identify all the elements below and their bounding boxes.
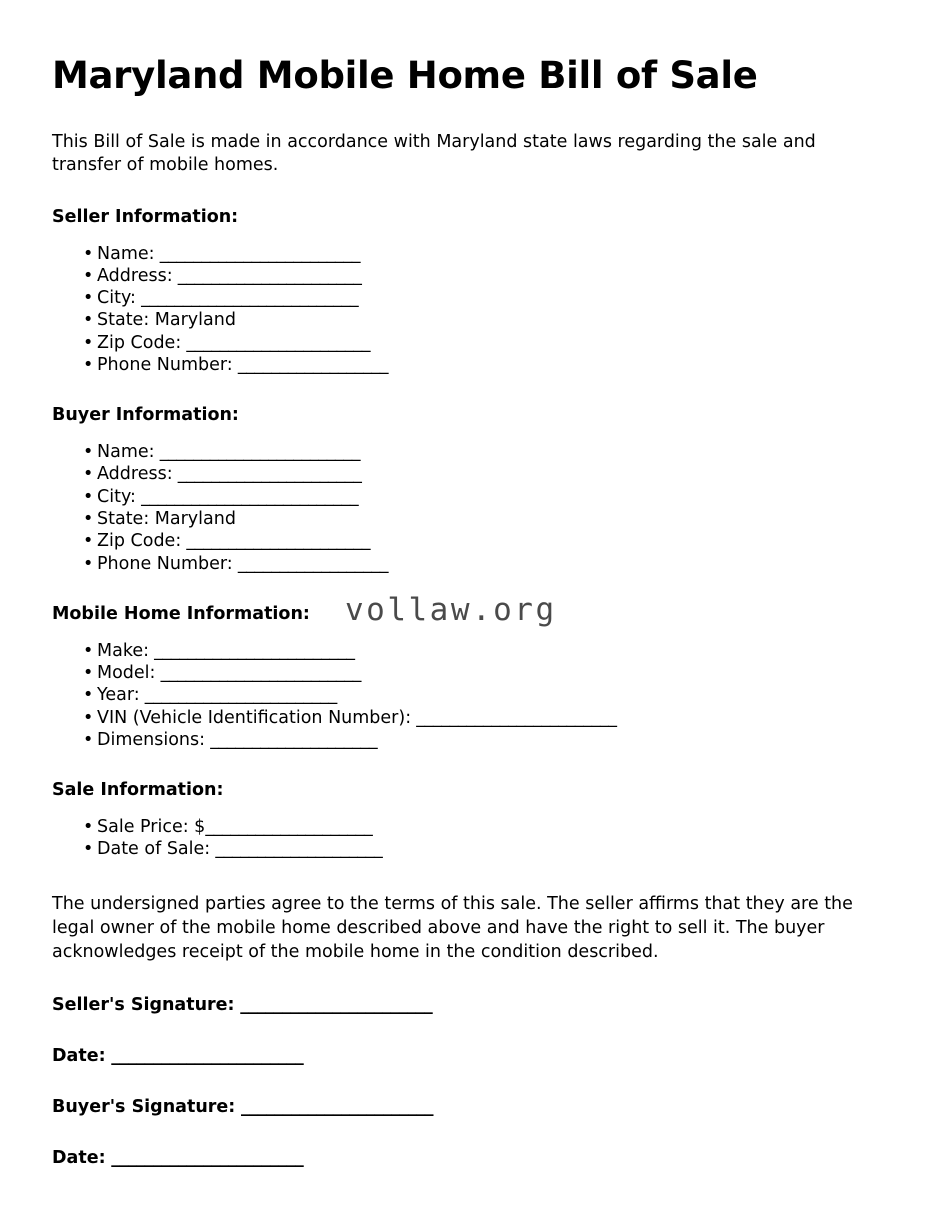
- page-title: Maryland Mobile Home Bill of Sale: [52, 54, 758, 97]
- field-blank[interactable]: ______________________: [172, 265, 362, 286]
- field-blank[interactable]: ________________________: [149, 640, 355, 661]
- buyer-information-heading: Buyer Information:: [52, 405, 239, 426]
- signature-label: Buyer's Signature:: [52, 1096, 236, 1117]
- field-blank[interactable]: __________________________: [135, 486, 359, 507]
- signature-block: [52, 994, 891, 1169]
- field-label: Address:: [97, 265, 173, 286]
- field-label: Dimensions:: [97, 729, 206, 750]
- seller-information-heading: Seller Information:: [52, 206, 239, 227]
- signature-blank[interactable]: _______________________: [105, 1046, 304, 1067]
- list-item: [52, 287, 891, 309]
- closing-paragraph: The undersigned parties agree to the terms of this sale. The seller affirms that they are the legal owner of the mobile home described above and have the right to sell it. The buyer acknowledges receipt of the mobile home in the condition described.: [52, 894, 853, 962]
- field-blank[interactable]: ________________________: [154, 442, 361, 463]
- field-label: State: Maryland: [97, 310, 236, 331]
- buyer-signature-line: [52, 1096, 891, 1119]
- field-blank[interactable]: ____________________: [205, 816, 373, 837]
- watermark: vollaw.org: [345, 592, 557, 628]
- field-label: Sale Price: $: [97, 816, 206, 837]
- field-blank[interactable]: __________________: [232, 355, 389, 376]
- signature-blank[interactable]: _______________________: [234, 995, 433, 1016]
- mobile-home-information-heading: Mobile Home Information:: [52, 603, 310, 624]
- field-label: Date of Sale:: [97, 839, 211, 860]
- list-item: [52, 243, 891, 265]
- list-item: [52, 265, 891, 287]
- list-item: [52, 441, 891, 463]
- signature-label: Date:: [52, 1147, 106, 1168]
- list-item: [52, 553, 891, 575]
- buyer-date-line: [52, 1147, 891, 1170]
- field-blank[interactable]: ____________________: [205, 729, 378, 750]
- field-label: VIN (Vehicle Identification Number):: [97, 707, 412, 728]
- signature-blank[interactable]: _______________________: [105, 1147, 304, 1168]
- field-label: Zip Code:: [97, 332, 182, 353]
- field-blank[interactable]: _______________________: [139, 685, 337, 706]
- list-item: [52, 662, 891, 684]
- field-label: City:: [97, 486, 136, 507]
- list-item: [52, 530, 891, 552]
- list-item: [52, 508, 891, 530]
- field-blank[interactable]: ______________________: [181, 332, 371, 353]
- field-blank[interactable]: ________________________: [411, 707, 617, 728]
- field-blank[interactable]: ____________________: [210, 839, 383, 860]
- field-blank[interactable]: __________________________: [135, 288, 359, 309]
- signature-label: Date:: [52, 1046, 106, 1067]
- field-label: Zip Code:: [97, 531, 182, 552]
- list-item: [52, 640, 891, 662]
- field-label: Phone Number:: [97, 553, 233, 574]
- buyer-information-list: [52, 441, 891, 575]
- list-item: [52, 486, 891, 508]
- list-item: [52, 707, 891, 729]
- list-item: [52, 463, 891, 485]
- seller-signature-line: [52, 994, 891, 1017]
- signature-label: Seller's Signature:: [52, 995, 235, 1016]
- list-item: [52, 309, 891, 331]
- list-item: [52, 838, 891, 860]
- field-label: Phone Number:: [97, 355, 233, 376]
- field-label: Model:: [97, 662, 156, 683]
- field-label: Name:: [97, 442, 155, 463]
- field-label: Make:: [97, 640, 149, 661]
- seller-date-line: [52, 1045, 891, 1068]
- field-label: State: Maryland: [97, 508, 236, 529]
- list-item: [52, 729, 891, 751]
- field-label: Name:: [97, 243, 155, 264]
- intro-paragraph: This Bill of Sale is made in accordance with Maryland state laws regarding the sale and transfer of mobile homes.: [52, 131, 816, 176]
- field-blank[interactable]: __________________: [232, 553, 389, 574]
- field-label: Year:: [97, 685, 140, 706]
- sale-information-list: [52, 816, 891, 861]
- field-label: Address:: [97, 464, 173, 485]
- mobile-home-information-list: [52, 640, 891, 751]
- list-item: [52, 816, 891, 838]
- field-blank[interactable]: ______________________: [172, 464, 362, 485]
- field-blank[interactable]: ________________________: [155, 662, 362, 683]
- field-blank[interactable]: ______________________: [181, 531, 371, 552]
- sale-information-heading: Sale Information:: [52, 780, 224, 801]
- list-item: [52, 332, 891, 354]
- seller-information-list: [52, 243, 891, 377]
- list-item: [52, 684, 891, 706]
- field-blank[interactable]: ________________________: [154, 243, 361, 264]
- list-item: [52, 354, 891, 376]
- field-label: City:: [97, 288, 136, 309]
- signature-blank[interactable]: _______________________: [235, 1096, 434, 1117]
